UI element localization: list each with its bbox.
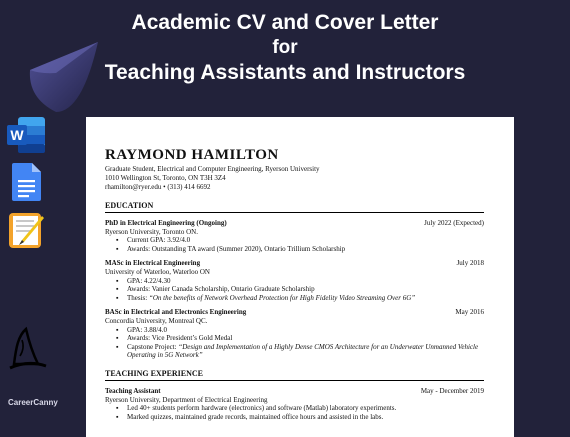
bullet-item: ▪ Thesis: “On the benefits of Network Overhead Protection for High Fidelity Video Streaming Over 6G” xyxy=(127,294,484,303)
bullet-item: ▪ Capstone Project: “Design and Implementation of a Highly Dense CMOS Architecture for an Underwater Unmanned Vehicle Operating in 5G Network” xyxy=(127,343,484,360)
degree-title: PhD in Electrical Engineering (Ongoing) xyxy=(105,219,227,227)
cv-document xyxy=(86,117,514,437)
bullet-item: ▪ GPA: 3.88/4.0 xyxy=(127,326,484,335)
apple-pages-icon[interactable] xyxy=(6,210,46,250)
bullet-item: ▪ Current GPA: 3.92/4.0 xyxy=(127,236,484,245)
contact-line: rhamilton@ryer.edu • (313) 414 6692 xyxy=(105,183,211,191)
education-entry xyxy=(105,259,484,302)
bullet-item: ▪ Awards: Vanier Canada Scholarship, Ontario Graduate Scholarship xyxy=(127,285,484,294)
bullet-item: ▪ Led 40+ students perform hardware (electronics) and software (Matlab) laboratory experiments. xyxy=(127,404,484,413)
teaching-heading: TEACHING EXPERIENCE xyxy=(105,369,484,381)
banner-line-1: Academic CV and Cover Letter xyxy=(131,11,439,34)
cone-graphic xyxy=(26,40,106,115)
education-entry xyxy=(105,308,484,360)
svg-text:W: W xyxy=(10,127,24,143)
school-name: University of Waterloo, Waterloo ON xyxy=(105,267,210,276)
degree-title: MASc in Electrical Engineering xyxy=(105,259,201,268)
cv-name: RAYMOND HAMILTON xyxy=(105,147,279,163)
degree-date: July 2022 (Expected) xyxy=(424,219,484,227)
degree-title: BASc in Electrical and Electronics Engineering xyxy=(105,308,247,317)
education-heading: EDUCATION xyxy=(105,201,484,213)
degree-date: July 2018 xyxy=(456,259,484,268)
org-name: Ryerson University, Department of Electrical Engineering xyxy=(105,395,268,404)
role-title: Teaching Assistant xyxy=(105,386,161,395)
teaching-entry xyxy=(105,387,484,421)
bullet-item: ▪ GPA: 4.22/4.30 xyxy=(127,277,484,286)
degree-date: May 2016 xyxy=(455,308,484,317)
bullet-item: ▪ Awards: Vice President’s Gold Medal xyxy=(127,334,484,343)
brand-name: CareerCanny xyxy=(8,398,58,407)
banner-line-3: Teaching Assistants and Instructors xyxy=(104,61,466,84)
cv-contact xyxy=(105,165,484,192)
bullet-item: ▪ Awards: Outstanding TA award (Summer 2020), Ontario Trillium Scholarship xyxy=(127,245,484,254)
google-docs-icon[interactable] xyxy=(6,162,46,202)
school-name: Concordia University, Montreal QC. xyxy=(105,316,208,325)
school-name: Ryerson University, Toronto ON. xyxy=(105,227,198,236)
role-date: May - December 2019 xyxy=(420,386,484,395)
contact-line: Graduate Student, Electrical and Computer Engineering, Ryerson University xyxy=(105,165,320,173)
banner-line-2: for xyxy=(272,37,298,58)
contact-line: 1010 Wellington St, Toronto, ON T3H 3Z4 xyxy=(105,174,226,182)
education-entry xyxy=(105,219,484,253)
bullet-item: ▪ Marked quizzes, maintained grade records, maintained office hours and assisted in the labs. xyxy=(127,413,484,422)
careercanny-logo xyxy=(8,326,48,376)
microsoft-word-icon[interactable] xyxy=(6,115,46,155)
